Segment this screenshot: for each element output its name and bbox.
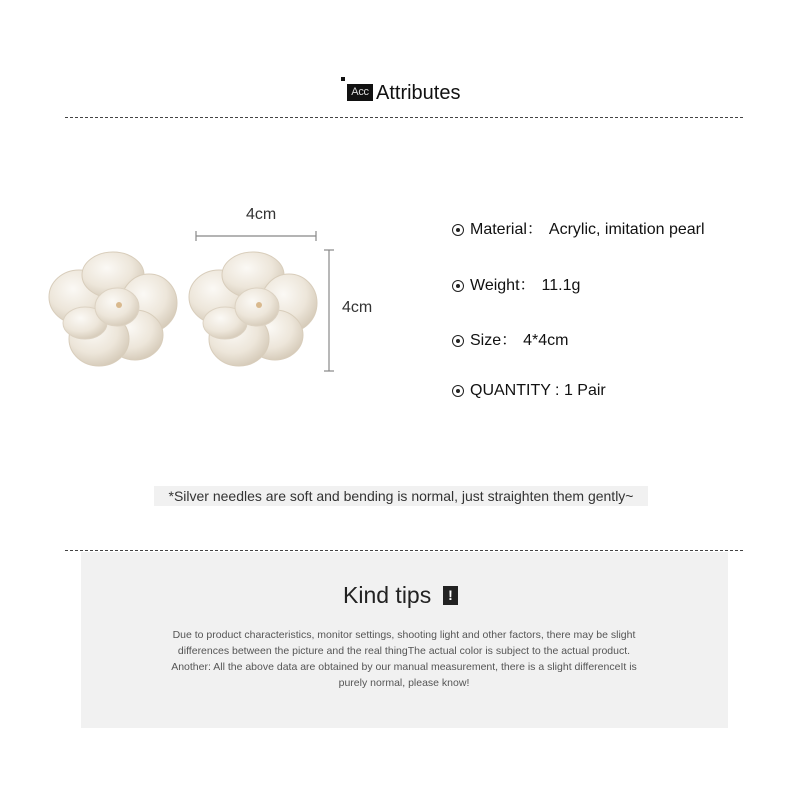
spec-value: 11.1g — [541, 277, 581, 294]
earring-right — [189, 252, 317, 366]
header-dot — [341, 77, 345, 81]
earring-left — [49, 252, 177, 366]
spec-key: QUANTITY : 1 Pair — [470, 382, 606, 399]
spec-key: Size： — [470, 332, 518, 349]
tips-line: purely normal, please know! — [338, 677, 470, 689]
bullet-circle-icon — [452, 335, 464, 347]
width-dimension-line — [196, 231, 316, 241]
header-badge: Acc — [347, 84, 373, 101]
spec-material — [452, 219, 705, 241]
exclamation-icon: ! — [443, 586, 458, 605]
width-label: 4cm — [246, 206, 277, 223]
spec-size — [452, 330, 569, 352]
spec-weight — [452, 275, 580, 297]
spec-value: Acrylic, imitation pearl — [548, 221, 705, 238]
spec-quantity — [452, 380, 612, 402]
tips-line: differences between the picture and the real thingThe actual color is subject to the actual product. — [177, 645, 631, 657]
tips-body — [120, 627, 688, 691]
spec-key: Material： — [470, 221, 543, 238]
care-note: *Silver needles are soft and bending is normal, just straighten them gently~ — [154, 486, 648, 506]
divider-top — [65, 117, 743, 118]
bullet-circle-icon — [452, 385, 464, 397]
bullet-circle-icon — [452, 280, 464, 292]
bullet-circle-icon — [452, 224, 464, 236]
tips-line: Due to product characteristics, monitor settings, shooting light and other factors, there may be slight — [172, 629, 636, 641]
spec-key: Weight： — [470, 277, 536, 294]
earrings-image — [40, 225, 390, 385]
height-dimension-line — [324, 250, 334, 371]
spec-value: 4*4cm — [523, 332, 569, 349]
page-title: Attributes — [376, 82, 461, 104]
height-label: 4cm — [342, 299, 373, 316]
tips-title: Kind tips — [343, 582, 432, 608]
tips-line: Another: All the above data are obtained by our manual measurement, there is a slight differenceIt is — [171, 661, 637, 673]
divider-bottom — [65, 550, 743, 551]
